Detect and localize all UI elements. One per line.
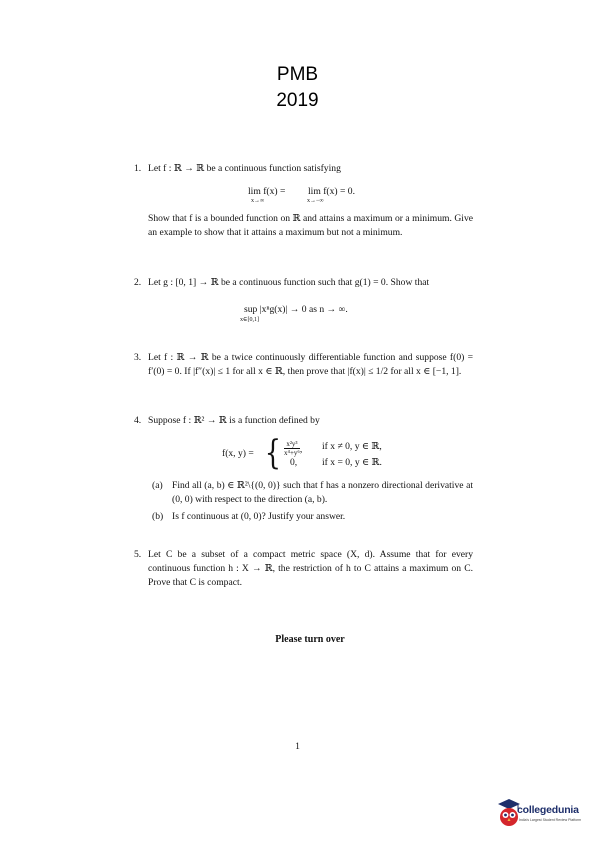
q4-fraction [284,439,303,457]
q1-intro: Let f : ℝ → ℝ be a continuous function satisfying [148,163,341,174]
q4-case2-condition: if x = 0, y ∈ ℝ. [322,457,382,468]
q4-fraction-denominator: x⁴+y⁶ [284,448,300,457]
q1-limit-left-sub: x→∞ [251,198,265,204]
header-year: 2019 [276,90,319,111]
q4-number: 4. [134,415,142,426]
q4-case1-value [284,439,302,457]
q3-body: Let f : ℝ → ℝ be a twice continuously differentiable function and suppose f(0) = f′(0) = 0. If |f″(x)| ≤ 1 for all x ∈ ℝ, then prove that |f(x)| ≤ 1/2 for all x ∈ [−1, 1]. [148,352,473,377]
q4-case1-condition: if x ≠ 0, y ∈ ℝ, [322,441,382,452]
q4-brace: { [264,433,281,473]
q4-part-a-label: (a) [152,480,163,491]
page-number: 1 [295,741,300,752]
q2-equation-sub: x∈[0,1] [240,317,259,323]
q5-body: Let C be a subset of a compact metric space (X, d). Assume that for every continuous function h : X → ℝ, the restriction of h to C attains a maximum on C. Prove that C is compact. [148,549,473,588]
q4-case2-value: 0, [290,457,298,468]
q1-limit-right: lim f(x) = 0. [308,186,355,197]
q4-case1-sep: , [299,444,303,455]
q2-equation: sup |xⁿg(x)| → 0 as n → ∞. [244,304,348,315]
logo-tagline: India's Largest Student Review Platform [519,818,582,822]
q4-part-b: Is f continuous at (0, 0)? Justify your answer. [172,511,346,522]
q4-intro: Suppose f : ℝ² → ℝ is a function defined by [148,415,320,426]
q4-fraction-numerator: x²y³ [284,440,300,449]
logo-wordmark: collegedunia [517,804,579,816]
q2-intro: Let g : [0, 1] → ℝ be a continuous function such that g(1) = 0. Show that [148,277,430,288]
q2-number: 2. [134,277,142,288]
header-title: PMB [276,64,319,85]
q1-number: 1. [134,163,142,174]
q1-limit-right-sub: x→−∞ [307,198,324,204]
q1-limit-left: lim f(x) = [248,186,286,197]
q4-part-a: Find all (a, b) ∈ ℝ²\{(0, 0)} such that f has a nonzero directional derivative at (0, 0) with respect to the direction (a, b). [172,480,473,505]
q3-number: 3. [134,352,142,363]
turn-over-note: Please turn over [275,634,345,645]
q1-body: Show that f is a bounded function on ℝ and attains a maximum or a minimum. Give an example to show that it attains a maximum but not a minimum. [148,213,473,238]
q5-number: 5. [134,549,142,560]
q4-function-lhs: f(x, y) = [222,448,254,459]
collegedunia-logo [497,798,585,832]
q4-part-b-label: (b) [152,511,164,522]
